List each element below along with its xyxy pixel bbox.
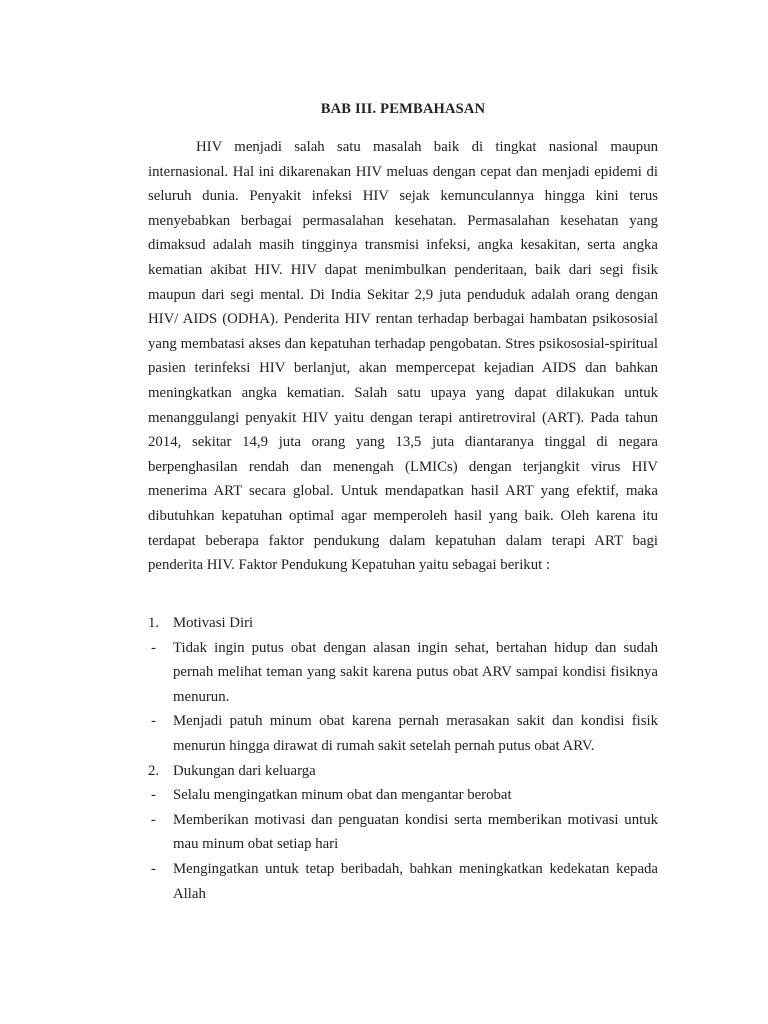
list-item — [148, 808, 658, 857]
body-paragraph: HIV menjadi salah satu masalah baik di tingkat nasional maupun internasional. Hal ini dikarenakan HIV meluas dengan cepat dan menjadi epidemi di seluruh dunia. Penyakit infeksi HIV sejak kemunculannya hingga kini terus menyebabkan berbagai permasalahan kesehatan. Permasalahan kesehatan yang dimaksud adalah masih tingginya transmisi infeksi, angka kesakitan, serta angka kematian akibat HIV. HIV dapat menimbulkan penderitaan, baik dari segi fisik maupun dari segi mental. Di India Sekitar 2,9 juta penduduk adalah orang dengan HIV/ AIDS (ODHA). Penderita HIV rentan terhadap berbagai hambatan psikososial yang membatasi akses dan kepatuhan terhadap pengobatan. Stres psikososial-spiritual pasien terinfeksi HIV berlanjut, akan mempercepat kejadian AIDS dan bahkan meningkatkan angka kematian. Salah satu upaya yang dapat dilakukan untuk menanggulangi penyakit HIV yaitu dengan terapi antiretroviral (ART). Pada tahun 2014, sekitar 14,9 juta orang yang 13,5 juta diantaranya tinggal di negara berpenghasilan rendah dan menengah (LMICs) dengan terjangkit virus HIV menerima ART secara global. Untuk mendapatkan hasil ART yang efektif, maka dibutuhkan kepatuhan optimal agar memperoleh hasil yang baik. Oleh karena itu terdapat beberapa faktor pendukung dalam kepatuhan dalam terapi ART bagi penderita HIV. Faktor Pendukung Kepatuhan yaitu sebagai berikut : — [148, 139, 658, 574]
list-item — [148, 759, 658, 784]
list-item-text: Selalu mengingatkan minum obat dan mengantar berobat — [173, 787, 512, 804]
supporting-factors-list — [148, 611, 658, 906]
list-marker: - — [151, 639, 156, 656]
list-marker: 2. — [148, 762, 160, 779]
list-item-text: Memberikan motivasi dan penguatan kondisi serta memberikan motivasi untuk mau minum obat setiap hari — [173, 811, 658, 853]
list-item — [148, 709, 658, 758]
list-marker: - — [151, 713, 156, 730]
list-item — [148, 857, 658, 906]
list-marker: - — [151, 787, 156, 804]
list-item-text: Tidak ingin putus obat dengan alasan ingin sehat, bertahan hidup dan sudah pernah melihat teman yang sakit karena putus obat ARV sampai kondisi fisiknya menurun. — [173, 639, 658, 705]
list-marker: - — [151, 811, 156, 828]
list-item-text: Menjadi patuh minum obat karena pernah merasakan sakit dan kondisi fisik menurun hingga dirawat di rumah sakit setelah pernah putus obat ARV. — [173, 713, 658, 754]
list-marker: - — [151, 860, 156, 877]
list-item-text: Mengingatkan untuk tetap beribadah, bahkan meningkatkan kedekatan kepada Allah — [173, 860, 658, 902]
list-item-text: Dukungan dari keluarga — [173, 762, 316, 779]
list-item — [148, 636, 658, 710]
list-item — [148, 611, 658, 636]
list-item-text: Motivasi Diri — [173, 615, 254, 631]
list-item — [148, 783, 658, 808]
chapter-title: BAB III. PEMBAHASAN — [320, 101, 486, 117]
list-marker: 1. — [148, 615, 160, 631]
